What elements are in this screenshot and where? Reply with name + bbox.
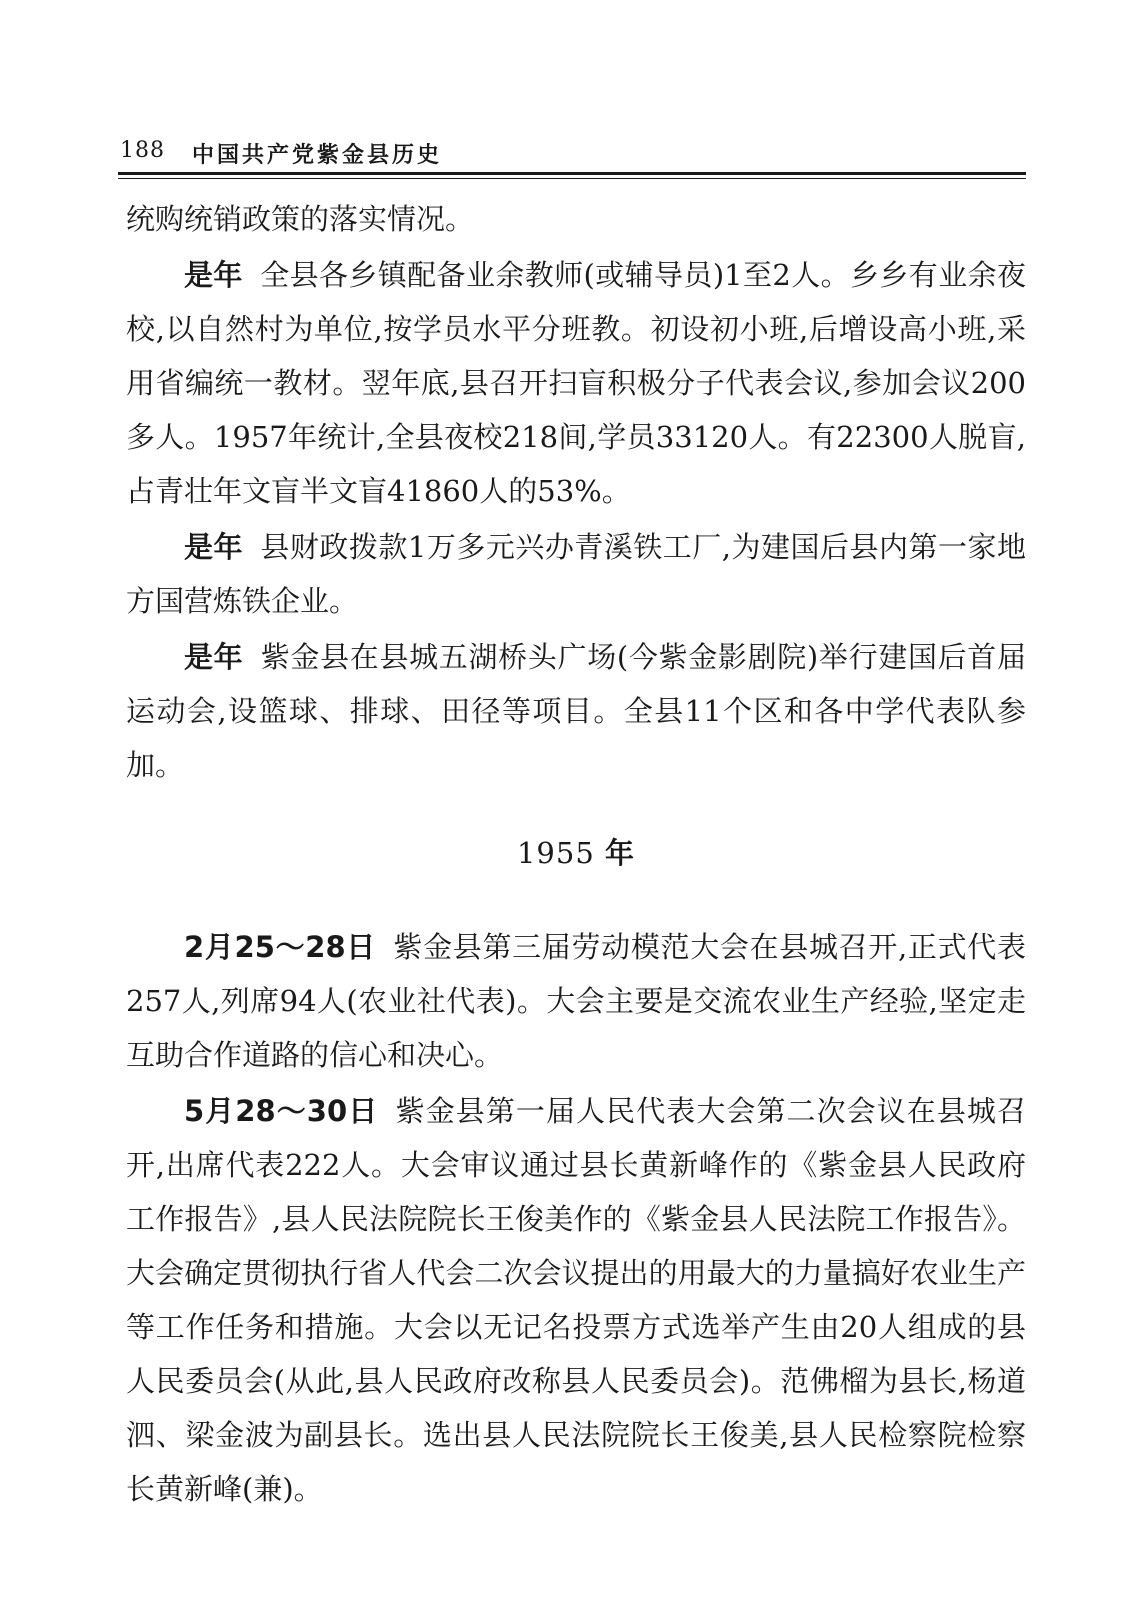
year-heading — [126, 826, 1026, 880]
entry-text: 紫金县第三届劳动模范大会在县城召开,正式代表257人,列席94人(农业社代表)。大会主要是交流农业生产经验,坚定走互助合作道路的信心和决心。 — [126, 930, 1026, 1072]
running-header — [120, 138, 1020, 174]
dated-entry — [126, 1084, 1026, 1516]
paragraph-text: 紫金县在县城五湖桥头广场(今紫金影剧院)举行建国后首届运动会,设篮球、排球、田径等项目。全县11个区和各中学代表队参加。 — [126, 640, 1026, 782]
paragraph-text: 全县各乡镇配备业余教师(或辅导员)1至2人。乡乡有业余夜校,以自然村为单位,按学员水平分班教。初设初小班,后增设高小班,采用省编统一教材。翌年底,县召开扫盲积极分子代表会议,参加会议200多人。1957年统计,全县夜校218间,学员33120人。有22300人脱盲,占青壮年文盲半文盲41860人的53%。 — [126, 258, 1026, 508]
page-number: 188 — [120, 138, 165, 163]
paragraph-entry — [126, 248, 1026, 518]
header-rule-thick — [118, 172, 1026, 175]
paragraph-entry — [126, 520, 1026, 628]
paragraph-text: 统购统销政策的落实情况。 — [126, 202, 475, 236]
header-rule-thin — [118, 178, 1026, 179]
year-unit: 年 — [605, 836, 636, 870]
entry-date: 2月25～28日 — [184, 930, 376, 964]
dated-entry — [126, 920, 1026, 1082]
entry-text: 紫金县第一届人民代表大会第二次会议在县城召开,出席代表222人。大会审议通过县长黄新峰作的《紫金县人民政府工作报告》,县人民法院院长王俊美作的《紫金县人民法院工作报告》。大会确定贯彻执行省人代会二次会议提出的用最大的力量搞好农业生产等工作任务和措施。大会以无记名投票方式选举产生由20人组成的县人民委员会(从此,县人民政府改称县人民委员会)。范佛榴为县长,杨道泗、梁金波为副县长。选出县人民法院院长王俊美,县人民检察院检察长黄新峰(兼)。 — [126, 1094, 1026, 1506]
paragraph-continuation — [126, 192, 1026, 246]
year-number: 1955 — [516, 836, 595, 870]
paragraph-entry — [126, 630, 1026, 792]
entry-date: 5月28～30日 — [184, 1094, 379, 1128]
paragraph-text: 县财政拨款1万多元兴办青溪铁工厂,为建国后县内第一家地方国营炼铁企业。 — [126, 530, 1026, 618]
entry-lead: 是年 — [184, 640, 244, 674]
entry-lead: 是年 — [184, 258, 243, 292]
entry-lead: 是年 — [184, 530, 243, 564]
page-body — [126, 192, 1026, 1518]
book-title: 中国共产党紫金县历史 — [192, 142, 443, 168]
